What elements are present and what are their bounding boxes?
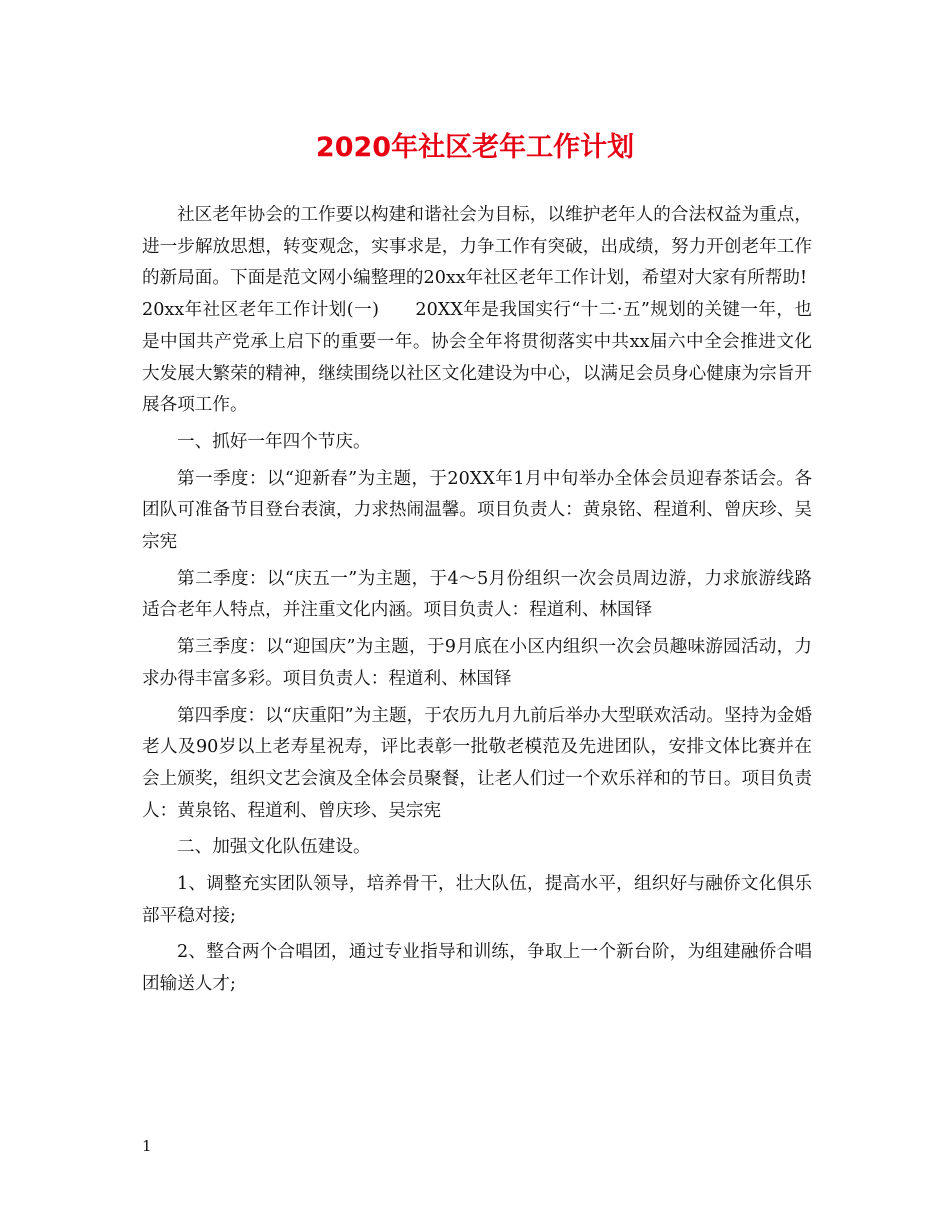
paragraph-intro: 社区老年协会的工作要以构建和谐社会为目标，以维护老年人的合法权益为重点，进一步解放思想，转变观念，实事求是，力争工作有突破，出成绩，努力开创老年工作的新局面。下面是范文网小编整理的20xx年社区老年工作计划，希望对大家有所帮助!	[142, 205, 812, 289]
paragraph-item-1: 1、调整充实团队领导，培养骨干，壮大队伍，提高水平，组织好与融侨文化俱乐部平稳对接;	[142, 874, 812, 926]
paragraph-q3: 第三季度：以“迎国庆”为主题，于9月底在小区内组织一次会员趣味游园活动，力求办得丰富多彩。项目负责人：程道利、林国铎	[142, 637, 812, 689]
section-heading-culture-team: 二、加强文化队伍建设。	[177, 837, 371, 858]
paragraph-q4: 第四季度：以“庆重阳”为主题，于农历九月九前后举办大型联欢活动。坚持为金婚老人及90岁以上老寿星祝寿，评比表彰一批敬老模范及先进团队，安排文体比赛并在会上颁奖，组织文艺会演及全体会员聚餐，让老人们过一个欢乐祥和的节日。项目负责人：黄泉铭、程道利、曾庆珍、吴宗宪	[142, 705, 812, 821]
paragraph-item-2: 2、整合两个合唱团，通过专业指导和训练，争取上一个新台阶，为组建融侨合唱团输送人才;	[142, 942, 812, 995]
section-heading-festivals: 一、抓好一年四个节庆。	[177, 431, 371, 452]
paragraph-q2: 第二季度：以“庆五一”为主题，于4～5月份组织一次会员周边游，力求旅游线路适合老年人特点，并注重文化内涵。项目负责人：程道利、林国铎	[142, 568, 812, 621]
paragraph-plan-one: 20xx年社区老年工作计划(一) 20XX年是我国实行“十二·五”规划的关键一年，也是中国共产党承上启下的重要一年。协会全年将贯彻落实中共xx届六中全会推进文化大发展大繁荣的精神，继续围绕以社区文化建设为中心，以满足会员身心健康为宗旨开展各项工作。	[142, 300, 812, 416]
paragraph-q1: 第一季度：以“迎新春”为主题，于20XX年1月中旬举办全体会员迎春茶话会。各团队可准备节目登台表演，力求热闹温馨。项目负责人：黄泉铭、程道利、曾庆珍、吴宗宪	[142, 468, 812, 553]
document-title: 2020年社区老年工作计划	[315, 132, 635, 163]
page-number: 1	[142, 1137, 152, 1155]
document-body	[142, 200, 812, 1001]
